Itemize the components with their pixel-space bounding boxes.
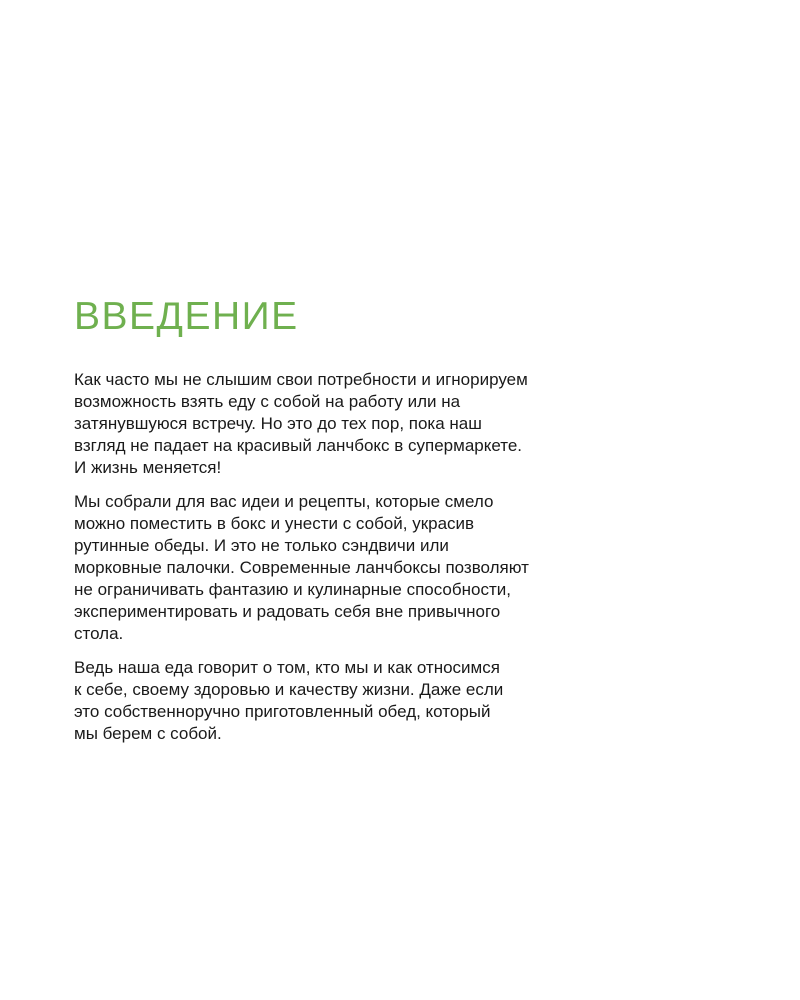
text-line: можно поместить в бокс и унести с собой, украсив xyxy=(74,514,475,533)
paragraph-1 xyxy=(74,369,714,479)
text-line: затянувшуюся встречу. Но это до тех пор, пока наш xyxy=(74,414,482,433)
text-line: не ограничивать фантазию и кулинарные способности, xyxy=(74,580,511,599)
text-line: к себе, своему здоровью и качеству жизни. Даже если xyxy=(74,680,504,699)
paragraph-2 xyxy=(74,491,714,645)
text-line: это собственноручно приготовленный обед, который xyxy=(74,702,491,721)
text-line: возможность взять еду с собой на работу или на xyxy=(74,392,461,411)
text-line: экспериментировать и радовать себя вне привычного xyxy=(74,602,501,621)
text-line: рутинные обеды. И это не только сэндвичи или xyxy=(74,536,449,555)
text-line: Ведь наша еда говорит о том, кто мы и как относимся xyxy=(74,658,500,677)
paragraph-3 xyxy=(74,657,714,745)
text-line: мы берем с собой. xyxy=(74,724,222,743)
text-line: морковные палочки. Современные ланчбоксы позволяют xyxy=(74,558,529,577)
text-line: стола. xyxy=(74,624,124,643)
body-text xyxy=(74,369,714,757)
text-line: взгляд не падает на красивый ланчбокс в супермаркете. xyxy=(74,436,523,455)
text-line: Как часто мы не слышим свои потребности и игнорируем xyxy=(74,370,528,389)
text-line: И жизнь меняется! xyxy=(74,458,222,477)
text-line: Мы собрали для вас идеи и рецепты, которые смело xyxy=(74,492,494,511)
page-title: ВВЕДЕНИЕ xyxy=(74,295,299,338)
